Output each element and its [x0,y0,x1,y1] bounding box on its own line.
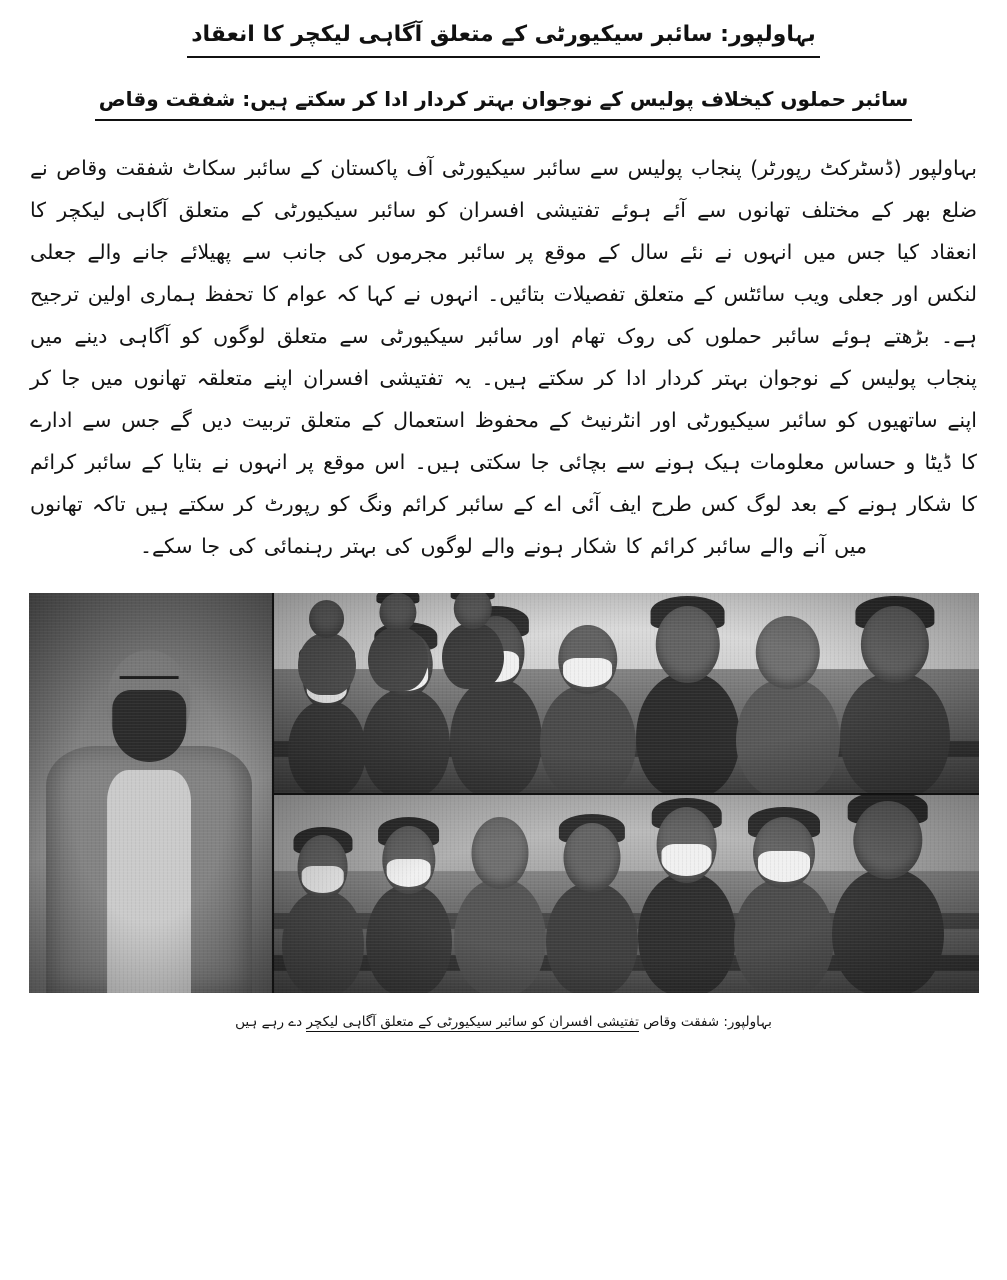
photo-montage [29,593,979,993]
headline-primary: بہاولپور: سائبر سیکیورٹی کے متعلق آگاہی لیکچر کا انعقاد [187,18,820,58]
photo-caption [26,1011,981,1034]
caption-prefix: بہاولپور: شفقت وقاص [638,1014,772,1031]
photo-panel-speaker [29,593,272,993]
speaker-shirt [107,770,190,993]
caption-suffix: دے رہے ہیں [235,1014,307,1031]
caption-emphasis: تفتیشی افسران کو سائبر سیکیورٹی کے متعلق آگاہی لیکچر [306,1014,639,1031]
audience-figure [540,685,636,793]
audience-figure [298,633,356,695]
glasses-icon [120,676,179,699]
audience-figure [546,883,638,993]
audience-figure [636,673,740,793]
audience-figure [366,885,452,993]
audience-figure [450,679,542,793]
audience-figure [840,673,950,793]
audience-figure [362,689,450,793]
headline-block [26,18,981,58]
audience-figure [454,879,546,993]
audience-figure [288,701,366,793]
audience-figure [638,873,736,993]
audience-figure [368,627,428,691]
audience-figure [282,891,364,993]
audience-figure [734,879,834,993]
article-body-text: بہاولپور (ڈسٹرکٹ رپورٹر) پنجاب پولیس سے سائبر سیکیورٹی آف پاکستان کے سائبر سکاٹ شفقت وقاص نے ضلع بھر کے مختلف تھانوں سے آئے ہوئے تفتیشی افسران کو سائبر سیکیورٹی کے متعلق آگاہی لیکچر کا انعقاد کیا جس میں انہوں نے نئے سال کے موقع پر سائبر مجرموں کی جانب سے پھیلائے جانے والے جعلی لنکس اور جعلی ویب سائٹس کے متعلق تفصیلات بتائیں۔ انہوں نے کہا کہ عوام کا تحفظ ہماری اولین ترجیح ہے۔ بڑھتے ہوئے سائبر حملوں کی روک تھام اور سائبر سیکیورٹی سے متعلق لوگوں کو آگاہی دینے میں پنجاب پولیس کے نوجوان بہتر کردار ادا کر سکتے ہیں۔ یہ تفتیشی افسران اپنے متعلقہ تھانوں میں جا کر اپنے ساتھیوں کو سائبر سیکیورٹی اور انٹرنیٹ کے محفوظ استعمال کے متعلق تربیت دیں گے جس سے ادارے کا ڈیٹا و حساس معلومات ہیک ہونے سے بچائی جا سکتی ہیں۔ اس موقع پر انہوں نے بتایا کے سائبر کرائم کا شکار ہونے کے بعد لوگ کس طرح ایف آئی اے کے سائبر کرائم ونگ کو رپورٹ کر سکتے ہیں تاکہ تھانوں میں آنے والے سائبر کرائم کا شکار ہونے والے لوگوں کی بہتر رہنمائی کی جا سکے۔ [30,156,977,559]
photo-panel-audience-bottom [274,795,979,993]
audience-figure [442,623,504,689]
headline-secondary: سائبر حملوں کیخلاف پولیس کے نوجوان بہتر کردار ادا کر سکتے ہیں: شفقت وقاص [95,84,913,121]
subheadline-block [26,58,981,121]
audience-figure [736,679,840,793]
audience-figure [832,869,944,993]
photo-grid [29,593,979,993]
speaker-beard [112,690,186,762]
photo-panel-audience-top [274,593,979,793]
